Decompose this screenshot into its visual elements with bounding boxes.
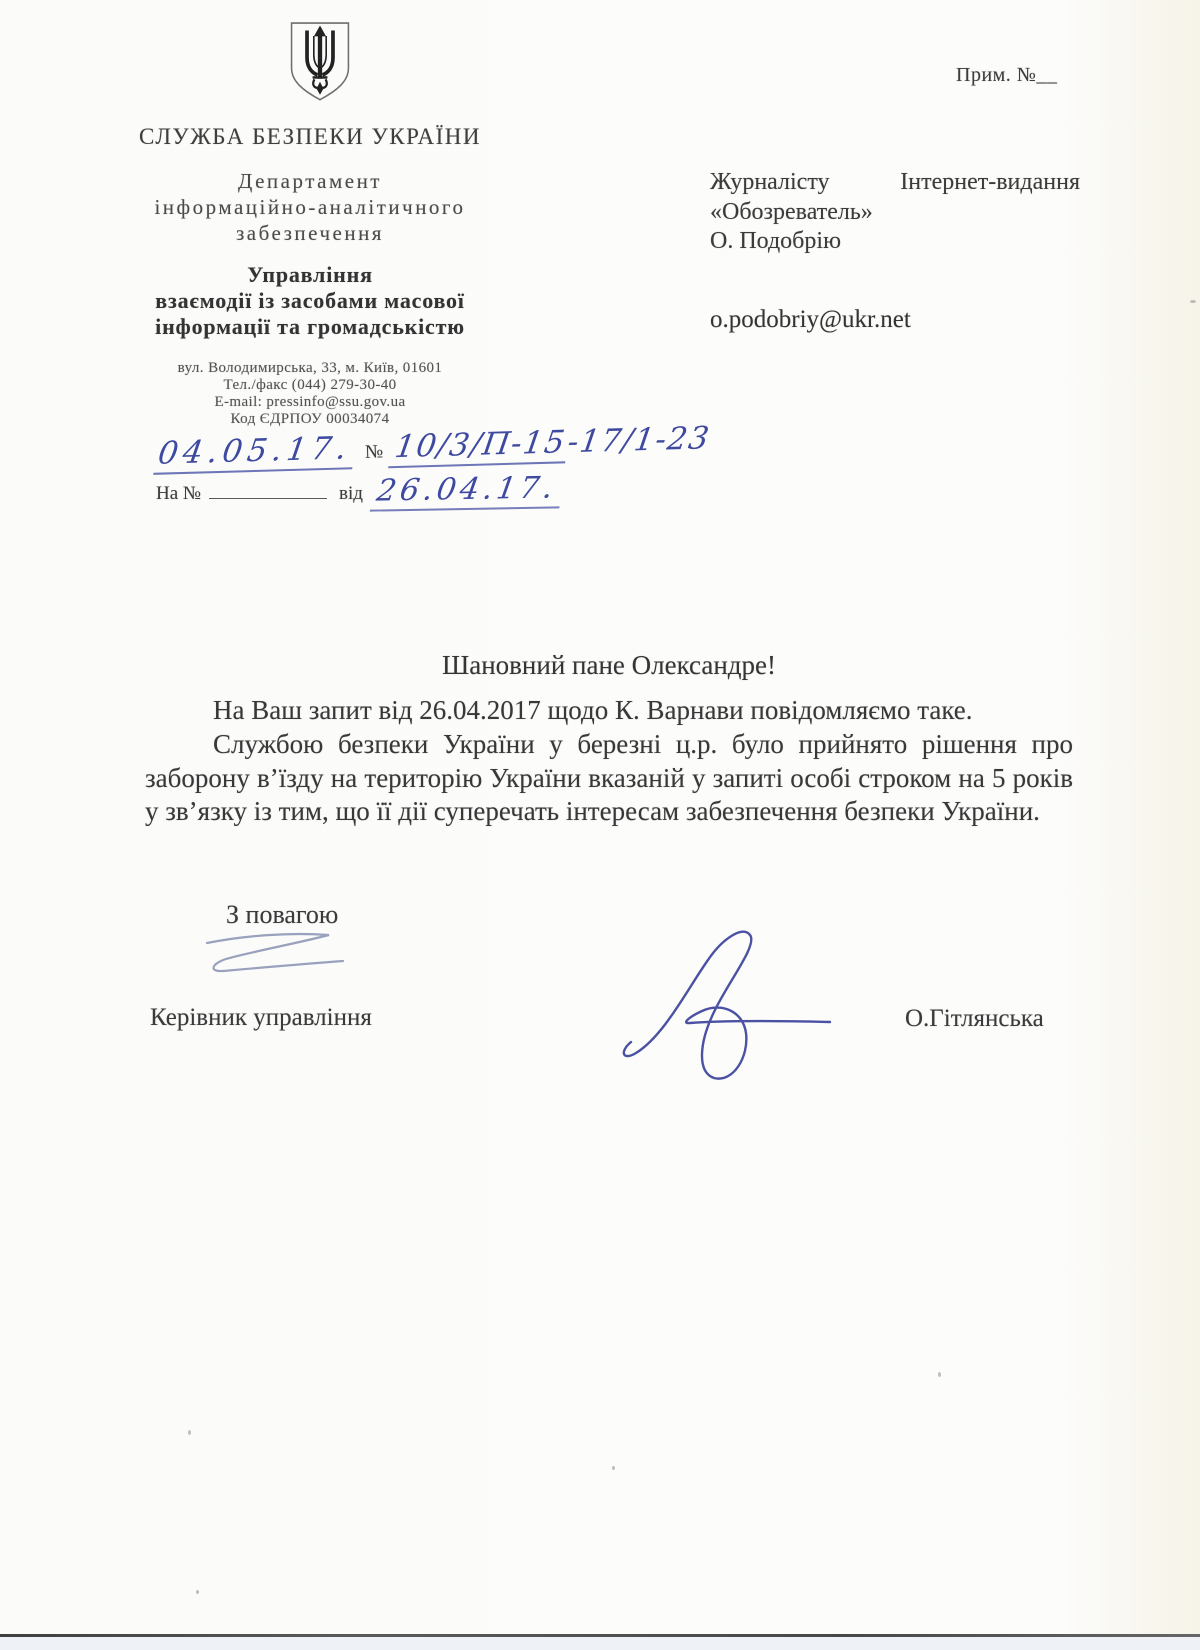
- directorate-line: Управління: [247, 262, 373, 287]
- from-label: від: [339, 483, 363, 504]
- handwritten-ref-number-suffix: -17/1-23: [564, 420, 713, 461]
- number-sign: №: [364, 441, 384, 463]
- scan-edge-strip: [0, 1637, 1200, 1650]
- closing-phrase: З повагою: [226, 900, 339, 929]
- org-name: СЛУЖБА БЕЗПЕКИ УКРАЇНИ: [139, 124, 481, 149]
- handwritten-ref-number: 10/3/П-15: [388, 424, 570, 468]
- phone-fax: Тел./факс (044) 279-30-40: [223, 377, 397, 393]
- directorate-line: інформації та громадськістю: [155, 314, 465, 339]
- letter-body: [145, 694, 1073, 829]
- department-line: забезпечення: [236, 221, 384, 245]
- scan-speck: [196, 1590, 199, 1594]
- salutation: Шановний пане Олександре!: [442, 650, 776, 680]
- department-name: [112, 168, 508, 246]
- addressee-line: Журналісту Інтернет-видання: [710, 169, 1080, 195]
- addressee-block: [710, 168, 1080, 257]
- ukraine-trident-emblem-icon: [286, 12, 354, 112]
- blank-underline: [209, 480, 327, 499]
- copy-number-note: Прим. №__: [956, 64, 1058, 86]
- handwritten-reply-date: 26.04.17.: [370, 470, 566, 511]
- signer-title: Керівник управління: [150, 1004, 372, 1031]
- directorate-line: взаємодії із засобами масової: [155, 288, 465, 313]
- department-line: інформаційно-аналітичного: [154, 195, 466, 219]
- street-address: вул. Володимирська, 33, м. Київ, 01601: [177, 360, 443, 376]
- edrpou-code: Код ЄДРПОУ 00034074: [230, 411, 390, 427]
- directorate-name: [112, 262, 508, 340]
- body-paragraph: Службою безпеки України у березні ц.р. було прийнято рішення про заборону в’їзду на територію України вказаній у запиті особі строком на 5 років у зв’язку із тим, що її дії суперечать інтересам забезпечення безпеки України.: [145, 728, 1073, 827]
- scan-speck: [188, 1430, 191, 1435]
- addressee-line: О. Подобрію: [710, 228, 841, 254]
- handwritten-date: 04.05.17.: [153, 430, 358, 475]
- addressee-email: o.podobriy@ukr.net: [710, 306, 911, 333]
- department-line: Департамент: [238, 169, 382, 193]
- contact-address-block: [112, 360, 508, 428]
- addressee-line: «Обозреватель»: [710, 198, 873, 225]
- outgoing-reference-line: [155, 420, 713, 474]
- scan-speck: [612, 1466, 615, 1470]
- email-address-org: E-mail: pressinfo@ssu.gov.ua: [214, 394, 406, 410]
- signer-name: О.Гітлянська: [905, 1005, 1044, 1032]
- signature-icon: [606, 920, 838, 1092]
- closing-flourish-icon: [202, 928, 352, 976]
- body-paragraph: На Ваш запит від 26.04.2017 щодо К. Варнави повідомляємо таке.: [213, 695, 973, 725]
- reply-prefix-label: На №: [156, 483, 202, 504]
- scan-speck: [938, 1372, 941, 1377]
- scan-speck: [1190, 300, 1196, 303]
- incoming-reference-line: [156, 472, 562, 510]
